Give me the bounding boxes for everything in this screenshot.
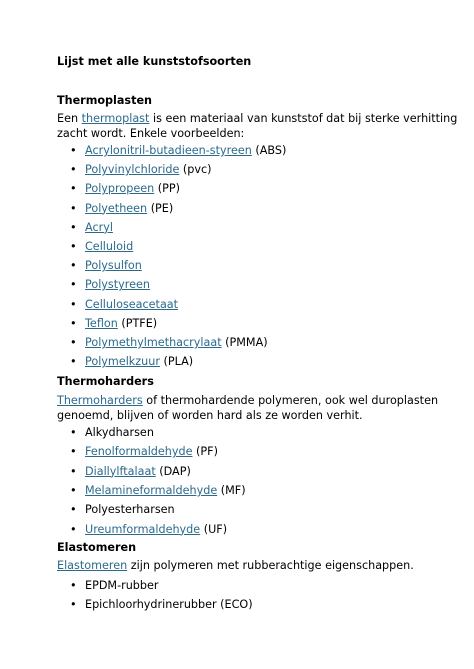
bullet-icon: • <box>70 522 77 536</box>
list-item <box>70 579 159 592</box>
list-item-text: (pvc) <box>179 163 212 177</box>
list-item <box>70 278 150 291</box>
list-item-text: (PTFE) <box>117 316 158 330</box>
bullet-icon: • <box>70 464 77 478</box>
list-item <box>70 484 246 497</box>
list-item-link[interactable]: Polystyreen <box>85 278 150 292</box>
list-item-link[interactable]: Polymethylmethacrylaat <box>85 336 222 349</box>
list-item-text: (MF) <box>217 483 246 497</box>
list-item-link[interactable]: Ureumformaldehyde <box>85 522 201 536</box>
page-title: Lijst met alle kunststofsoorten <box>57 55 252 68</box>
list-item-text: (ABS) <box>251 144 287 157</box>
bullet-icon: • <box>70 297 77 311</box>
bullet-icon: • <box>70 316 77 330</box>
list-item <box>70 503 175 516</box>
list-item-link[interactable]: Polyvinylchloride <box>85 163 180 177</box>
elastomeren-link[interactable]: Elastomeren <box>57 559 128 572</box>
list-item-link[interactable]: Polypropeen <box>85 182 155 196</box>
list-item <box>70 144 286 157</box>
bullet-icon: • <box>70 598 77 611</box>
list-item <box>70 445 218 458</box>
bullet-icon: • <box>70 355 77 369</box>
list-item <box>70 182 180 195</box>
list-item-text: (DAP) <box>155 464 191 478</box>
list-item-link[interactable]: Fenolformaldehyde <box>85 445 193 459</box>
intro-prefix: Een <box>57 112 82 125</box>
list-item-link[interactable]: Diallylftalaat <box>85 464 156 478</box>
thermoharders-link[interactable]: Thermoharders <box>57 394 143 407</box>
list-item-link[interactable]: Polyetheen <box>85 201 148 215</box>
bullet-icon: • <box>70 483 77 497</box>
section-heading-thermoplasten: Thermoplasten <box>57 94 152 107</box>
intro-text-line2: genoemd, blijven of worden hard als ze worden verhit. <box>57 409 363 422</box>
bullet-icon: • <box>70 163 77 177</box>
list-item <box>70 202 173 215</box>
list-item-link[interactable]: Acryl <box>85 220 113 234</box>
list-item-text: Polyesterharsen <box>85 503 175 517</box>
bullet-icon: • <box>70 278 77 292</box>
bullet-icon: • <box>70 240 77 253</box>
list-item <box>70 298 178 311</box>
thermoharders-intro <box>57 393 438 423</box>
list-item <box>70 336 268 349</box>
list-item <box>70 426 154 439</box>
elastomeren-intro <box>57 559 414 572</box>
bullet-icon: • <box>70 426 77 439</box>
bullet-icon: • <box>70 445 77 459</box>
list-item-link[interactable]: Melamineformaldehyde <box>85 483 218 497</box>
list-item-link[interactable]: Polymelkzuur <box>85 355 160 369</box>
list-item-link[interactable]: Acrylonitril-butadieen-styreen <box>85 144 252 157</box>
bullet-icon: • <box>70 579 77 592</box>
list-item-link[interactable]: Celluloseacetaat <box>85 297 179 311</box>
list-item-text: EPDM-rubber <box>85 579 159 592</box>
list-item <box>70 163 212 176</box>
thermoplasten-intro <box>57 111 457 141</box>
bullet-icon: • <box>70 503 77 517</box>
list-item <box>70 523 227 536</box>
intro-text: of thermohardende polymeren, ook wel duroplasten <box>142 394 439 407</box>
list-item <box>70 317 157 330</box>
list-item-link[interactable]: Celluloid <box>85 240 134 253</box>
list-item <box>70 355 193 368</box>
intro-text: is een materiaal van kunststof dat bij sterke verhitting <box>149 112 458 125</box>
section-heading-elastomeren: Elastomeren <box>57 541 137 554</box>
intro-text-line2: zacht wordt. Enkele voorbeelden: <box>57 127 245 140</box>
bullet-icon: • <box>70 182 77 196</box>
bullet-icon: • <box>70 336 77 349</box>
bullet-icon: • <box>70 144 77 157</box>
list-item <box>70 240 133 253</box>
list-item-text: (PLA) <box>159 355 194 369</box>
bullet-icon: • <box>70 201 77 215</box>
list-item-text: Alkydharsen <box>85 426 154 439</box>
list-item <box>70 598 253 611</box>
list-item <box>70 259 142 272</box>
bullet-icon: • <box>70 259 77 273</box>
list-item-text: (PP) <box>154 182 180 196</box>
list-item-text: (PF) <box>192 445 218 459</box>
bullet-icon: • <box>70 220 77 234</box>
list-item-text: Epichloorhydrinerubber (ECO) <box>85 598 253 611</box>
list-item-text: (UF) <box>200 522 228 536</box>
intro-text: zijn polymeren met rubberachtige eigenschappen. <box>127 559 414 572</box>
list-item-text: (PMMA) <box>221 336 268 349</box>
thermoplast-link[interactable]: thermoplast <box>81 112 150 125</box>
list-item <box>70 221 113 234</box>
list-item-link[interactable]: Polysulfon <box>85 259 142 273</box>
list-item-text: (PE) <box>147 201 174 215</box>
section-heading-thermoharders: Thermoharders <box>57 375 154 388</box>
list-item-link[interactable]: Teflon <box>85 316 118 330</box>
list-item <box>70 465 191 478</box>
